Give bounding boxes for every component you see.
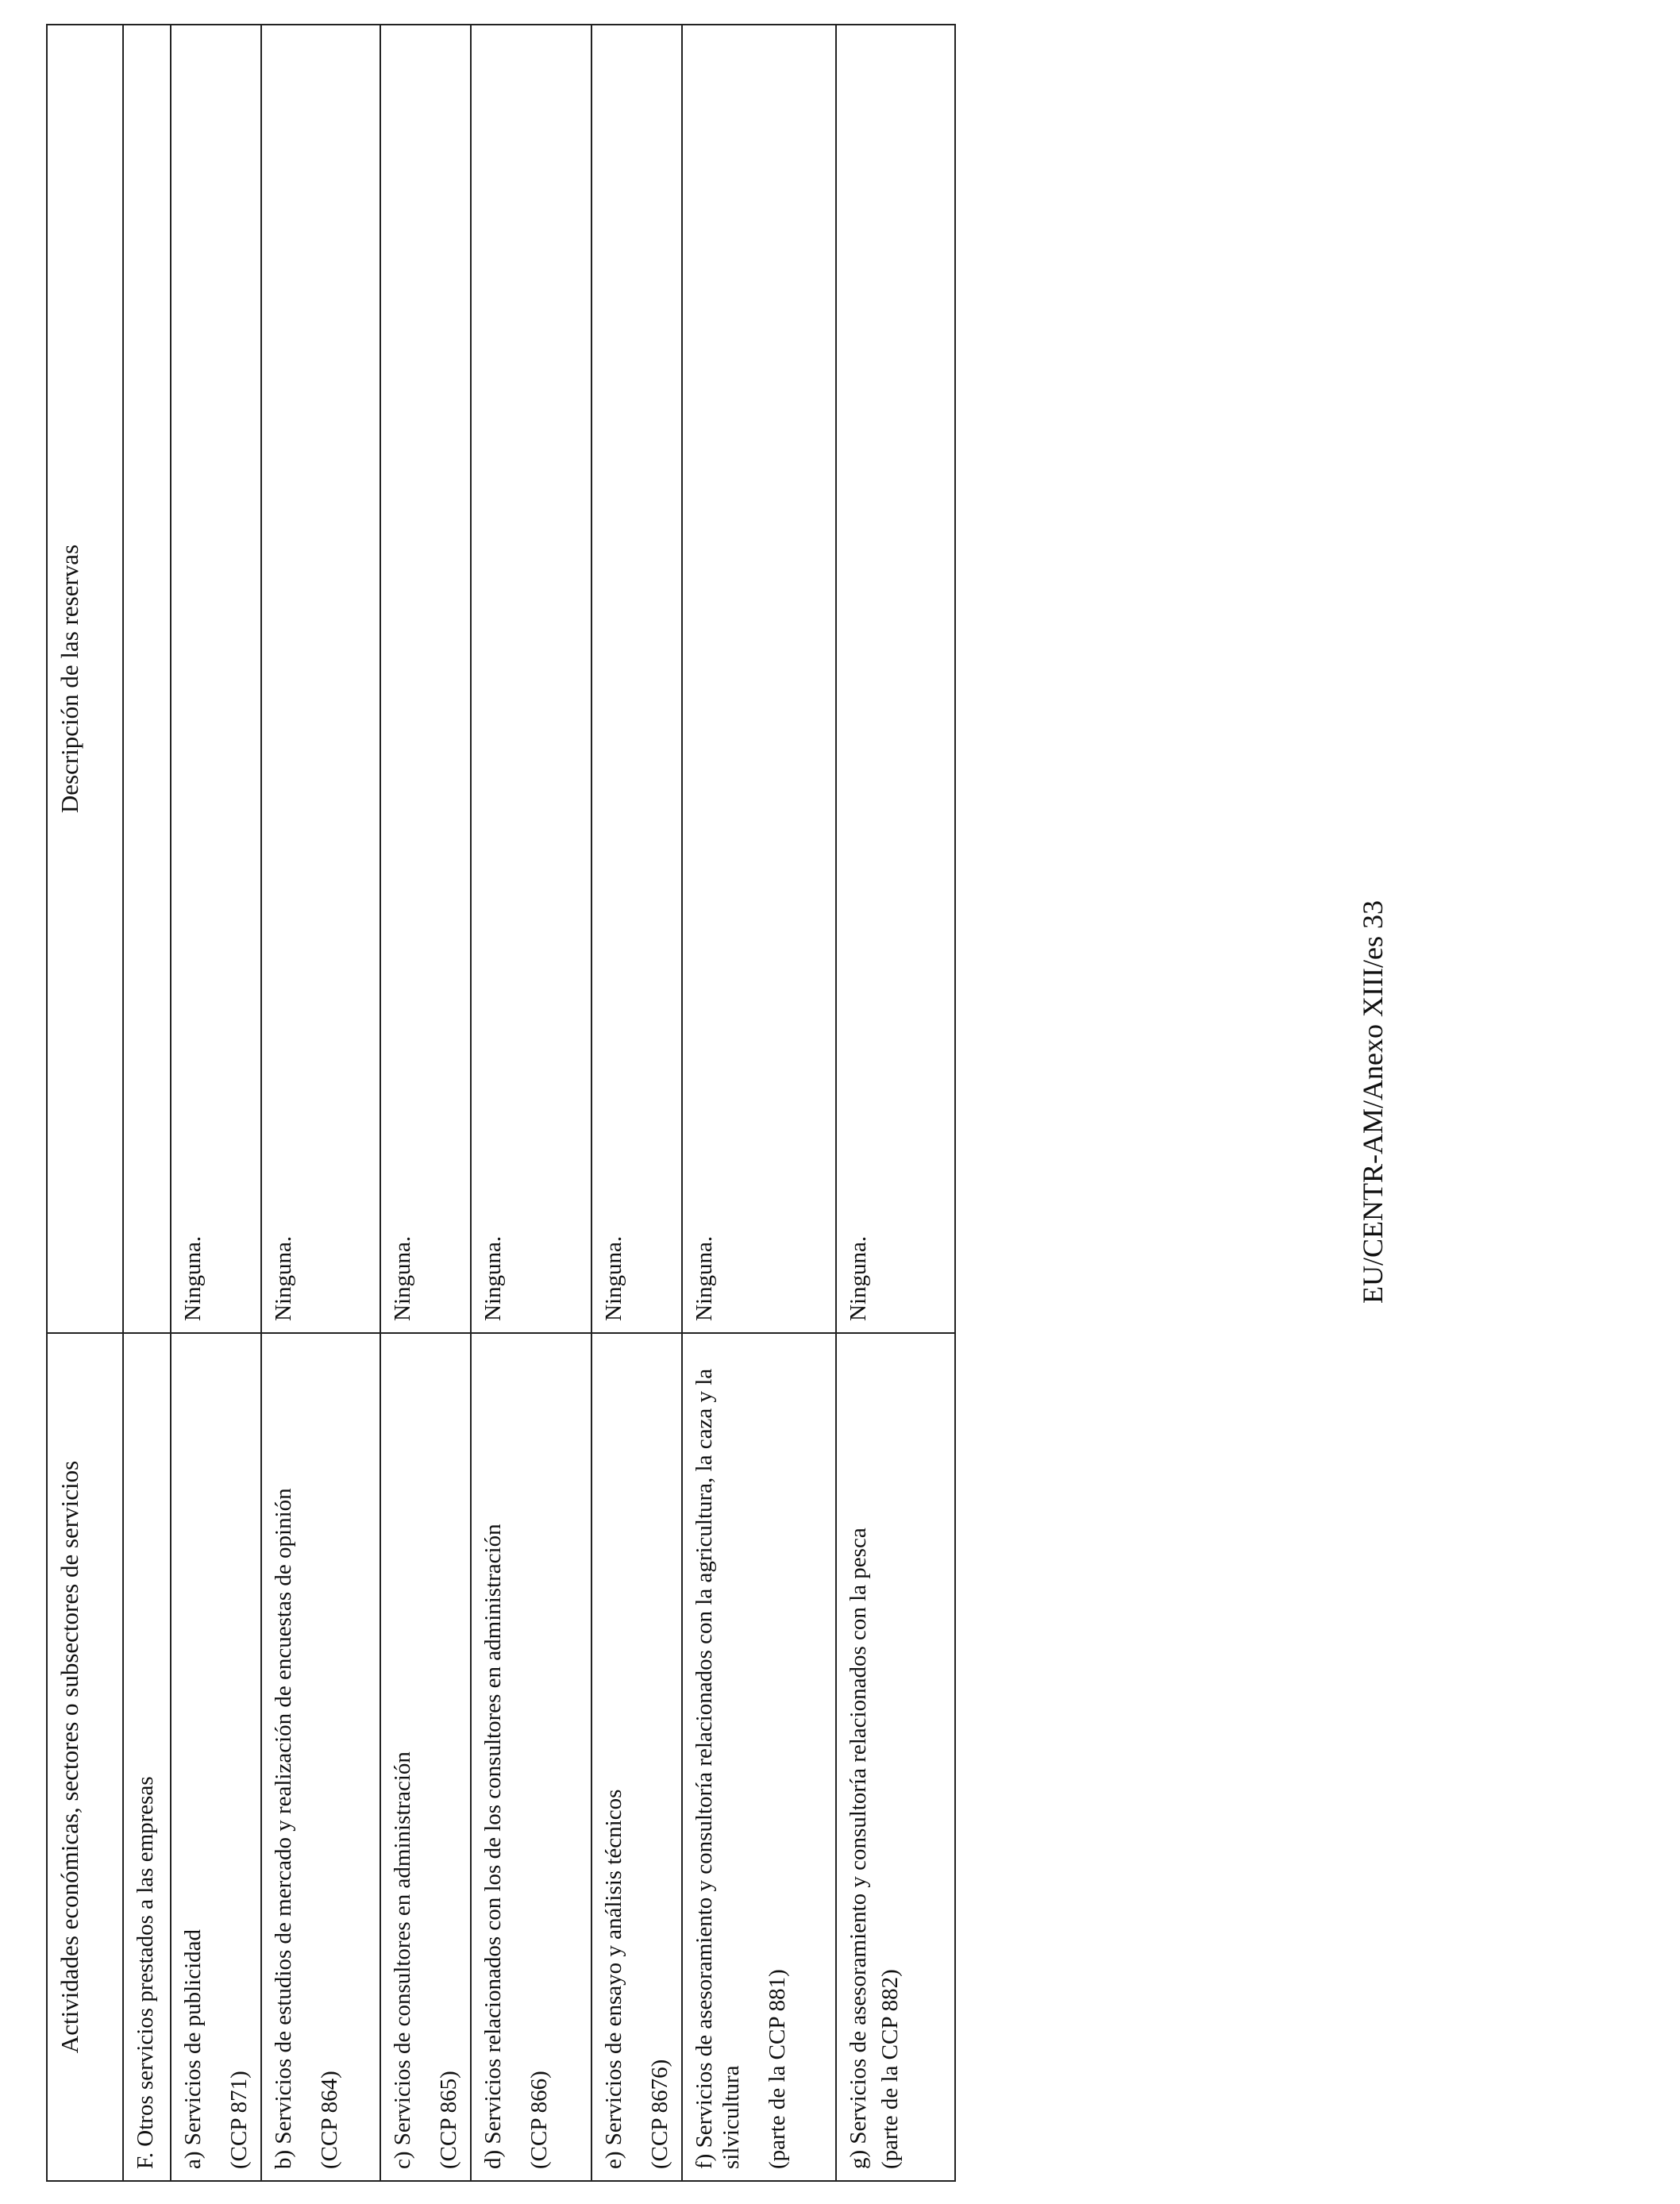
- activity-cell: [261, 1333, 380, 2181]
- ccp-code: (parte de la CCP 882): [877, 1969, 903, 2169]
- table-row: [171, 25, 261, 2181]
- activity-cell: [682, 1333, 836, 2181]
- table-header-row: [47, 25, 123, 2181]
- activity-cell: [380, 1333, 471, 2181]
- header-reservations: Descripción de las reservas: [47, 25, 123, 1333]
- reservations-table: [46, 24, 956, 2182]
- activity-name: g) Servicios de asesoramiento y consultoría relacionados con la pesca: [846, 1528, 871, 2169]
- section-title: F. Otros servicios prestados a las empresas: [123, 1333, 171, 2181]
- page-footer-reference: EU/CENTR-AM/Anexo XIII/es 33: [1357, 900, 1389, 1304]
- table-row: [682, 25, 836, 2181]
- activity-cell: [591, 1333, 682, 2181]
- activity-name: d) Servicios relacionados con los de los consultores en administración: [480, 1524, 506, 2169]
- activity-name: b) Servicios de estudios de mercado y realización de encuestas de opinión: [271, 1488, 296, 2169]
- reservation-cell: Ninguna.: [380, 25, 471, 1333]
- reservation-cell: Ninguna.: [471, 25, 591, 1333]
- table-row: [380, 25, 471, 2181]
- ccp-code: (CCP 8676): [647, 2059, 672, 2169]
- activity-cell: [471, 1333, 591, 2181]
- section-row: [123, 25, 171, 2181]
- table-row: [836, 25, 955, 2181]
- reservation-cell: Ninguna.: [682, 25, 836, 1333]
- ccp-code: (CCP 864): [317, 2071, 342, 2169]
- activity-name: c) Servicios de consultores en administración: [390, 1751, 415, 2169]
- reservation-cell: Ninguna.: [836, 25, 955, 1333]
- reservation-cell: Ninguna.: [171, 25, 261, 1333]
- table-row: [471, 25, 591, 2181]
- table-row: [591, 25, 682, 2181]
- activity-name: f) Servicios de asesoramiento y consultoría relacionados con la agricultura, la caza y la silvicultura: [692, 1368, 744, 2169]
- table-row: [261, 25, 380, 2181]
- reservation-cell: Ninguna.: [591, 25, 682, 1333]
- activity-name: a) Servicios de publicidad: [180, 1929, 206, 2169]
- activity-cell: [171, 1333, 261, 2181]
- ccp-code: (CCP 865): [436, 2071, 461, 2169]
- ccp-code: (CCP 871): [226, 2071, 252, 2169]
- activity-name: e) Servicios de ensayo y análisis técnicos: [601, 1789, 626, 2169]
- ccp-code: (parte de la CCP 881): [765, 1969, 790, 2169]
- reservation-cell: Ninguna.: [261, 25, 380, 1333]
- activity-cell: [836, 1333, 955, 2181]
- ccp-code: (CCP 866): [526, 2071, 552, 2169]
- section-empty-cell: [123, 25, 171, 1333]
- header-activities: Actividades económicas, sectores o subsectores de servicios: [47, 1333, 123, 2181]
